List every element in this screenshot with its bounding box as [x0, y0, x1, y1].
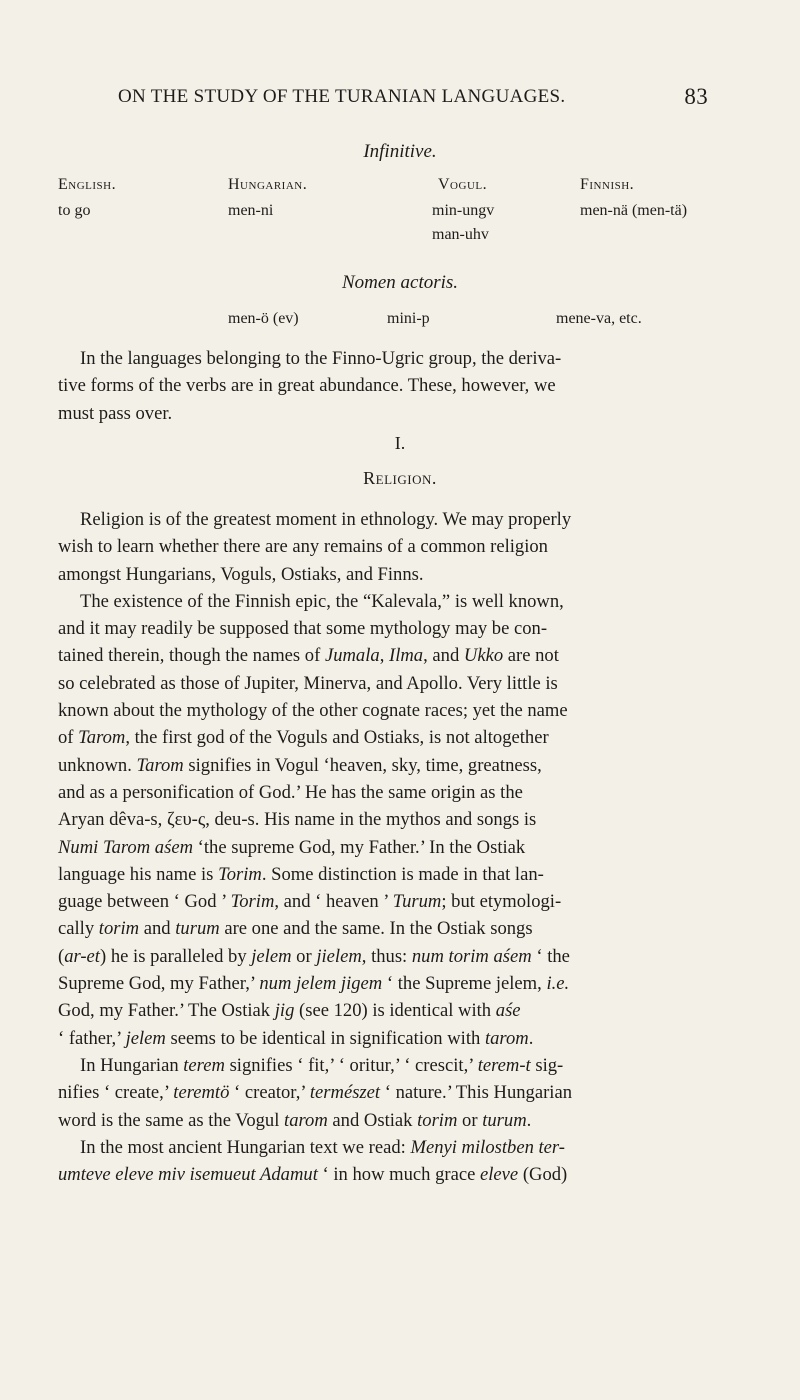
term-torim: torim: [417, 1109, 458, 1131]
text-run: so celebrated as those of Jupiter, Minerva, and Apollo. Very little is: [58, 672, 558, 694]
text-run: seems to be identical in signification with: [165, 1027, 485, 1049]
text-run: known about the mythology of the other cognate races; yet the name: [58, 700, 568, 722]
col-hungarian: Hungarian.: [228, 176, 308, 193]
text-run: ,: [379, 645, 389, 667]
text-line: Religion is of the greatest moment in ethnology. We may properly: [80, 509, 572, 530]
term-tarom: Tarom: [136, 754, 184, 776]
text-run: nifies ‘ create,’: [58, 1082, 174, 1104]
text-run: ‘ creator,’: [229, 1082, 310, 1104]
term-ukko: Ukko: [463, 645, 504, 667]
term-teremto: teremtö: [173, 1082, 230, 1104]
term-num-jelem: num jelem jigem: [259, 973, 383, 995]
col-finnish: Finnish.: [580, 176, 635, 193]
text-run: sig-: [530, 1054, 564, 1076]
quote-hungarian: umteve eleve miv isemueut Adamut: [58, 1164, 318, 1186]
term-jelem: jelem: [251, 945, 292, 967]
term-jig: jig: [274, 1000, 295, 1022]
text-run: .: [528, 1027, 534, 1049]
cell-english: to go: [58, 202, 91, 219]
term-torim: Torim: [218, 863, 262, 885]
term-tarom: tarom: [284, 1109, 328, 1131]
nomen-heading: Nomen actoris.: [341, 272, 459, 293]
text-run: The existence of the Finnish epic, the “Kalevala,” is well known,: [80, 590, 564, 612]
text-run: guage between ‘ God ’: [58, 891, 231, 913]
text-run: ; but etymologi-: [441, 891, 562, 913]
text-run: language his name is: [58, 863, 219, 885]
intro-line: tive forms of the verbs are in great abundance. These, however, we: [58, 375, 556, 397]
term-turum: turum: [482, 1109, 527, 1131]
text-run: of: [58, 727, 79, 749]
term-jielem: jielem: [316, 945, 362, 967]
text-line: wish to learn whether there are any remains of a common religion: [58, 536, 548, 558]
text-run: , thus:: [361, 945, 412, 967]
term-tarom: Tarom: [78, 727, 126, 749]
text-run: and: [139, 918, 176, 940]
cell-hungarian: men-ni: [228, 202, 274, 219]
intro-line: In the languages belonging to the Finno-Ugric group, the deriva-: [80, 348, 562, 369]
section-title: Religion.: [363, 468, 437, 488]
text-run: word is the same as the Vogul: [58, 1109, 285, 1131]
text-run: (God): [518, 1164, 568, 1186]
page-number: 83: [684, 84, 708, 109]
quote-hungarian: Menyi milostben ter-: [410, 1136, 565, 1158]
text-run: God, my Father.’ The Ostiak: [58, 1000, 275, 1022]
text-run: . Some distinction is made in that lan-: [261, 863, 544, 885]
text-run: are not: [503, 645, 559, 667]
cell-vogul: min-ungv: [432, 202, 495, 219]
text-run: and it may readily be supposed that some mythology may be con-: [58, 618, 548, 640]
paragraph-kalevala: [58, 588, 734, 1052]
infinitive-heading: Infinitive.: [363, 141, 437, 162]
paragraph-ancient-text: [58, 1134, 734, 1189]
text-run: .: [526, 1109, 532, 1131]
term-turum: turum: [175, 918, 220, 940]
running-head-title: ON THE STUDY OF THE TURANIAN LANGUAGES.: [118, 86, 566, 107]
text-run: In the most ancient Hungarian text we read:: [80, 1136, 411, 1158]
term-terem: terem: [183, 1054, 225, 1076]
text-run: are one and the same. In the Ostiak songs: [219, 918, 533, 940]
section-numeral: I.: [394, 433, 406, 453]
text-run: cally: [58, 918, 99, 940]
term-terem-t: terem-t: [477, 1054, 531, 1076]
text-run: signifies ‘ fit,’ ‘ oritur,’ ‘ crescit,’: [224, 1054, 478, 1076]
paragraph-hungarian-terem: [58, 1052, 734, 1134]
text-run: ) he is paralleled by: [99, 945, 252, 967]
text-run: signifies in Vogul ‘heaven, sky, time, greatness,: [183, 754, 542, 776]
text-run: or: [291, 945, 317, 967]
cell-finnish: men-nä (men-tä): [580, 202, 688, 219]
term-ie: i.e.: [546, 973, 570, 995]
nomen-vogul: mini-p: [387, 310, 430, 327]
col-english: English.: [58, 176, 117, 193]
term-termeszet: természet: [309, 1082, 381, 1104]
nomen-finnish: mene-va, etc.: [556, 310, 642, 327]
text-run: ‘ the: [531, 945, 570, 967]
term-numi-tarom: Numi Tarom aśem: [58, 836, 194, 858]
text-run: Supreme God, my Father,’: [58, 973, 260, 995]
text-run: , the first god of the Voguls and Ostiaks, is not altogether: [125, 727, 549, 749]
body-text: [58, 506, 734, 1188]
text-run: tained therein, though the names of: [58, 645, 325, 667]
text-run: and Ostiak: [327, 1109, 418, 1131]
text-run: ‘ in how much grace: [317, 1164, 480, 1186]
text-run: ‘ father,’: [58, 1027, 126, 1049]
term-eleve: eleve: [480, 1164, 519, 1186]
term-torim: torim: [98, 918, 140, 940]
term-jumala: Jumala: [324, 645, 380, 667]
term-tarom: tarom: [484, 1027, 529, 1049]
text-run: , and: [423, 645, 464, 667]
text-run: ‘the supreme God, my Father.’ In the Ostiak: [193, 836, 526, 858]
text-run: (see 120) is identical with: [294, 1000, 496, 1022]
term-torim: Torim: [230, 891, 275, 913]
paragraph-religion-intro: [58, 506, 734, 588]
text-run: Aryan dêva-s, ζευ-ς, deu-s. His name in the mythos and songs is: [58, 809, 537, 831]
term-ar-et: ar-et: [64, 945, 100, 967]
text-run: unknown.: [58, 754, 137, 776]
term-ase: aśe: [495, 1000, 521, 1022]
text-run: or: [457, 1109, 483, 1131]
text-run: , and ‘ heaven ’: [274, 891, 393, 913]
intro-line: must pass over.: [58, 402, 173, 424]
intro-paragraph: [58, 345, 734, 427]
text-run: In Hungarian: [80, 1054, 184, 1076]
text-run: ‘ the Supreme jelem,: [382, 973, 547, 995]
col-vogul: Vogul.: [438, 176, 488, 193]
nomen-hungarian: men-ö (ev): [228, 310, 299, 327]
cell-vogul-extra: man-uhv: [432, 226, 489, 243]
term-turum: Turum: [392, 891, 442, 913]
text-line: amongst Hungarians, Voguls, Ostiaks, and Finns.: [58, 563, 424, 585]
term-num-torim: num torim aśem: [411, 945, 532, 967]
text-run: ‘ nature.’ This Hungarian: [380, 1082, 572, 1104]
term-jelem: jelem: [125, 1027, 166, 1049]
term-ilma: Ilma: [389, 645, 424, 667]
text-run: (: [58, 945, 65, 967]
text-run: and as a personification of God.’ He has the same origin as the: [58, 781, 523, 803]
